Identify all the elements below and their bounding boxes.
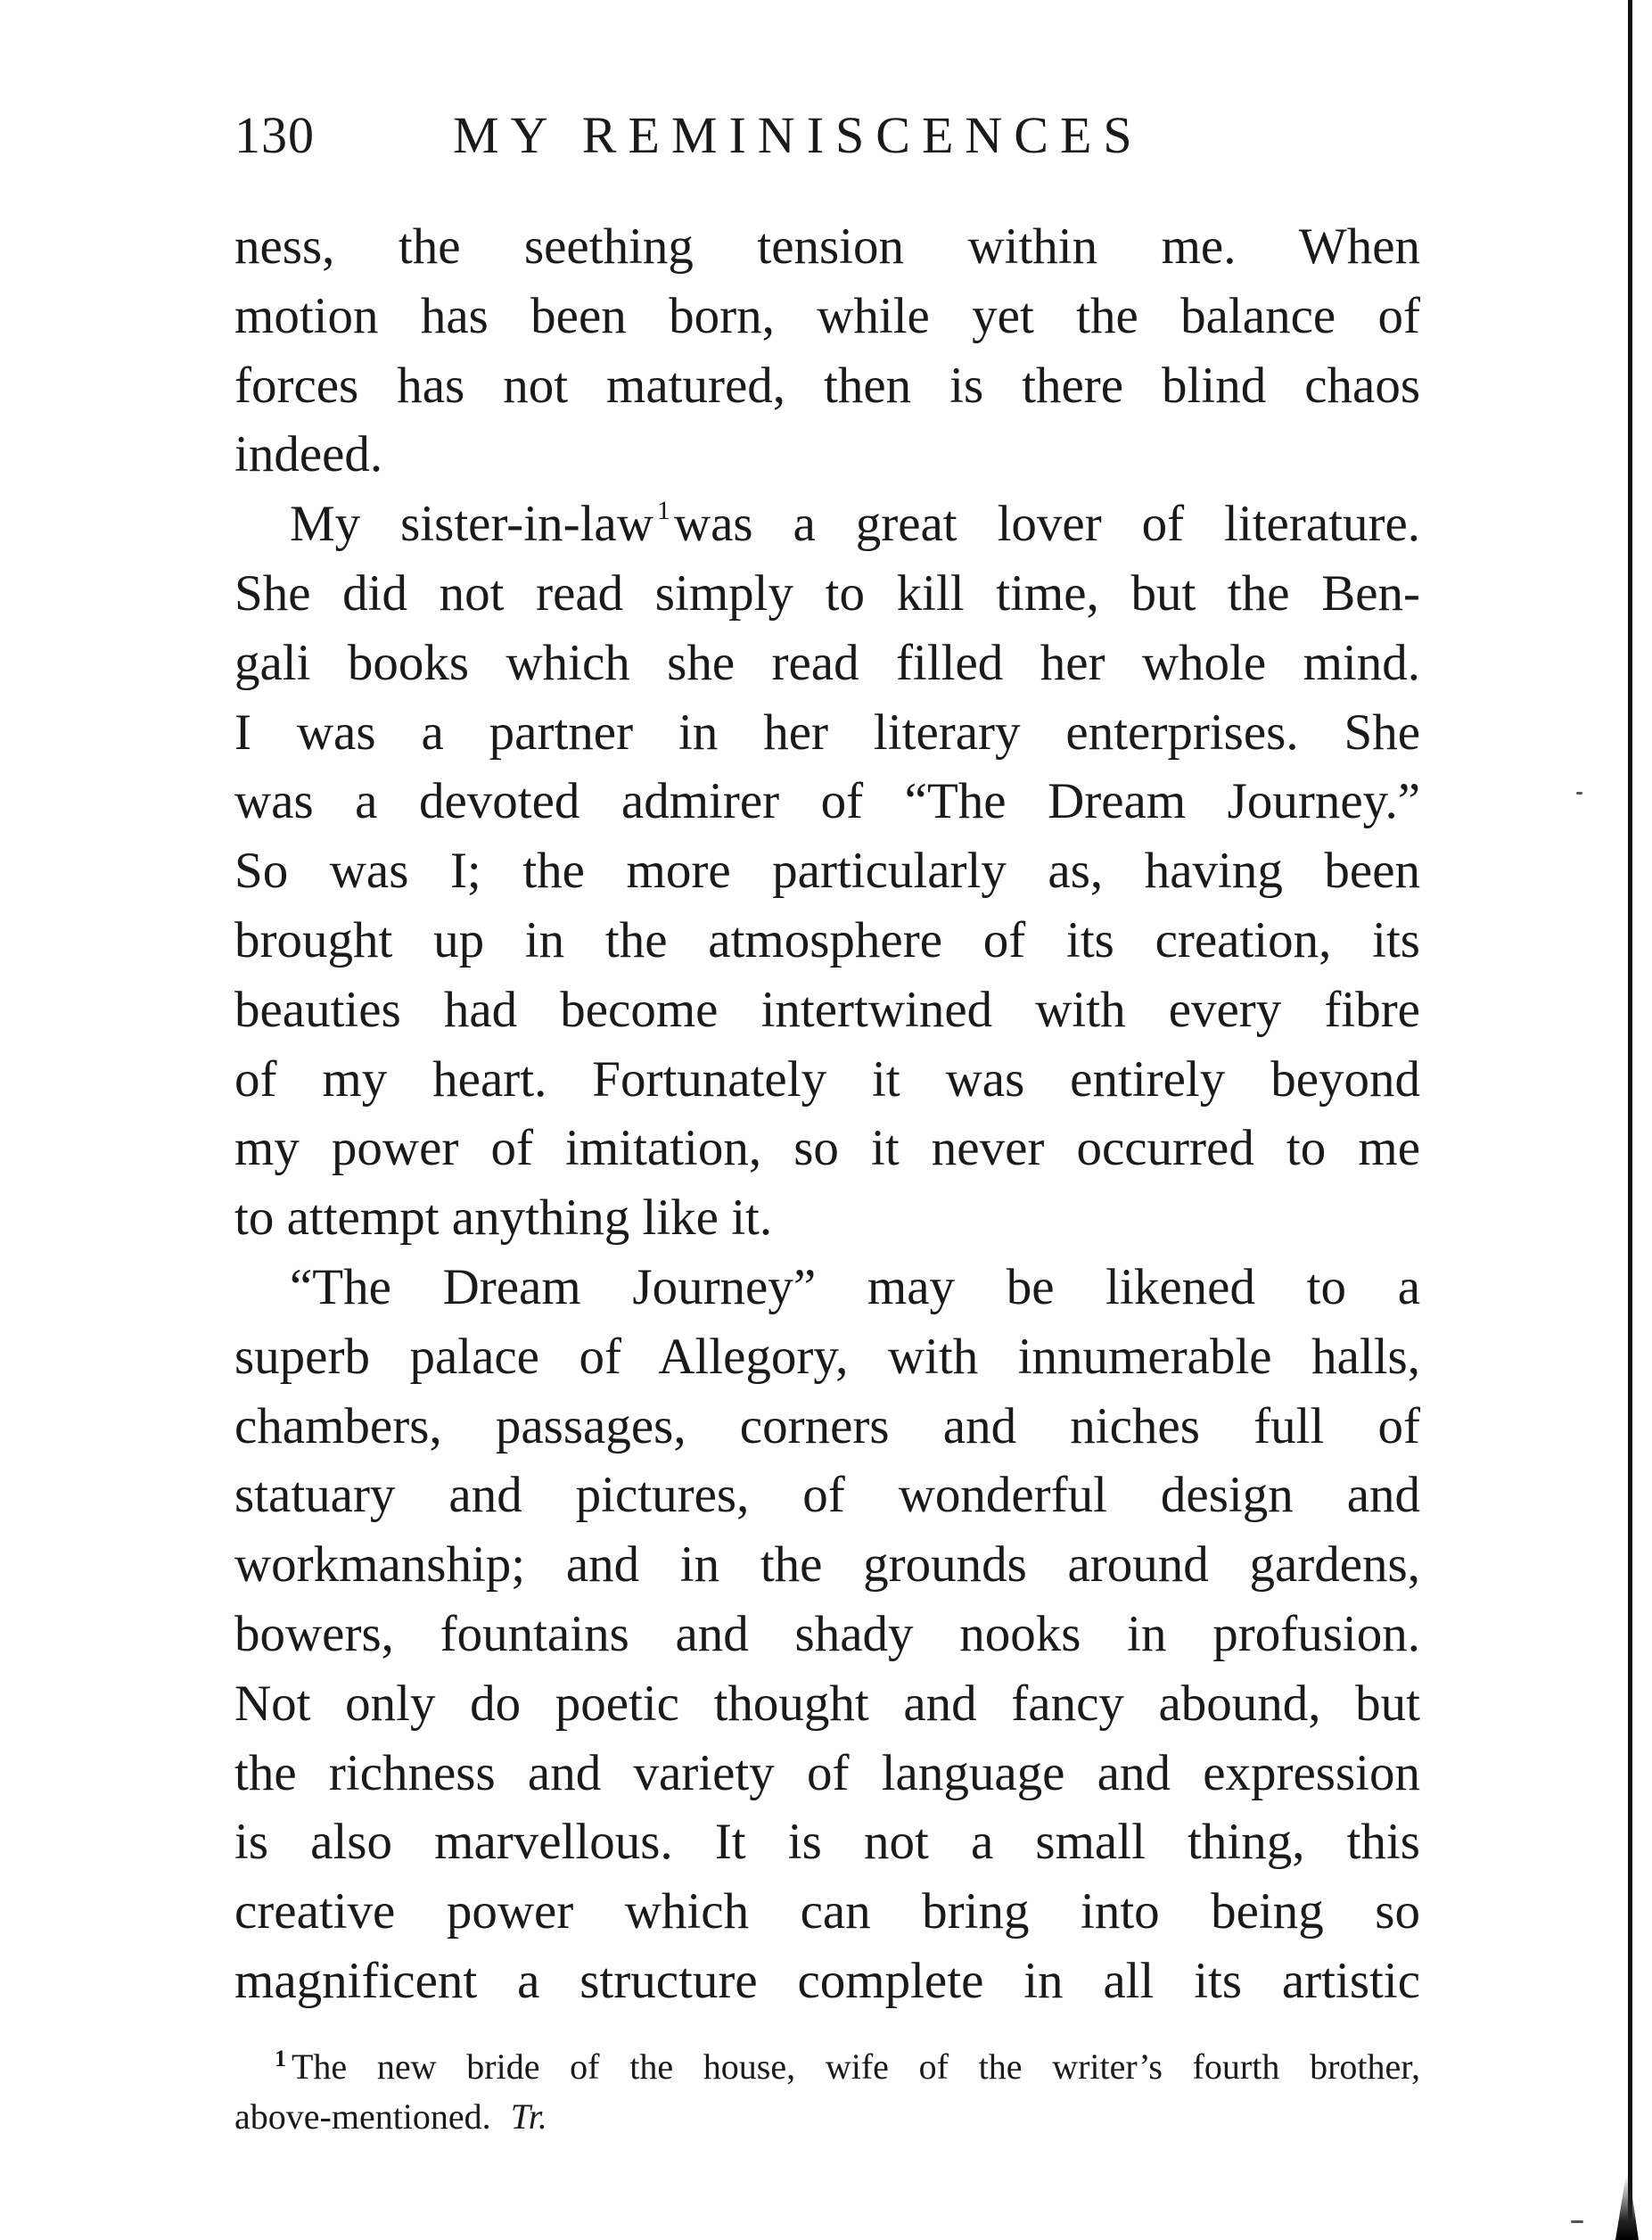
text-line: the richness and variety of language and expression	[234, 1744, 1420, 1801]
text-line: So was I; the more particularly as, having been	[234, 843, 1420, 900]
text-line: chambers, passages, corners and niches full of	[234, 1397, 1420, 1454]
scan-speck	[1576, 792, 1582, 795]
page-edge-foot-shadow	[1615, 2176, 1639, 2240]
text-line: creative power which can bring into being so	[234, 1883, 1420, 1940]
text-segment: was a great lover of literature.	[673, 496, 1420, 553]
text-line: was a devoted admirer of “The Dream Journey.”	[234, 773, 1420, 830]
footnote-text: The new bride of the house, wife of the writer’s fourth brother,	[292, 2046, 1420, 2087]
text-line: forces has not matured, then is there blind chaos	[234, 357, 1420, 414]
text-line: Not only do poetic thought and fancy abound, but	[234, 1675, 1420, 1732]
body-text	[234, 212, 1420, 2016]
paragraph-first-line: “The Dream Journey” may be likened to a	[290, 1258, 1420, 1315]
text-segment: My sister-in-law	[290, 496, 653, 553]
text-line: She did not read simply to kill time, but the Ben-	[234, 564, 1420, 622]
text-line: beauties had become intertwined with every fibre	[234, 981, 1420, 1038]
text-line: magnificent a structure complete in all its artistic	[234, 1952, 1420, 2009]
text-line: to attempt anything like it.	[234, 1190, 773, 1247]
page-number: 130	[234, 106, 315, 164]
text-line: superb palace of Allegory, with innumerable halls,	[234, 1328, 1420, 1385]
text-line: gali books which she read filled her whole mind.	[234, 634, 1420, 691]
text-line: I was a partner in her literary enterprises. She	[234, 704, 1420, 761]
text-line: bowers, fountains and shady nooks in profusion.	[234, 1605, 1420, 1662]
text-line: is also marvellous. It is not a small thing, this	[234, 1814, 1420, 1871]
book-title: MY REMINISCENCES	[453, 106, 1144, 164]
scan-speck	[1571, 2220, 1583, 2223]
text-line: indeed.	[234, 426, 383, 483]
text-line: my power of imitation, so it never occurred to me	[234, 1120, 1420, 1177]
footnote-text: above-mentioned.	[234, 2096, 491, 2137]
paragraph-first-line	[234, 490, 1420, 559]
text-line: brought up in the atmosphere of its creation, its	[234, 911, 1420, 968]
footnote-line	[234, 2092, 1420, 2142]
text-line: motion has been born, while yet the balance of	[234, 287, 1420, 344]
translator-abbreviation: Tr.	[510, 2096, 547, 2137]
running-head	[234, 100, 1420, 171]
text-line: ness, the seething tension within me. When	[234, 218, 1420, 275]
footnote-line	[234, 2042, 1420, 2092]
footnote-reference: 1	[656, 496, 670, 526]
text-line: statuary and pictures, of wonderful design and	[234, 1467, 1420, 1524]
page-edge-shadow	[1628, 0, 1632, 2240]
text-line: workmanship; and in the grounds around gardens,	[234, 1536, 1420, 1594]
text-line: of my heart. Fortunately it was entirely beyond	[234, 1050, 1420, 1108]
footnote-marker: 1	[275, 2046, 286, 2071]
footnote	[234, 2042, 1420, 2142]
